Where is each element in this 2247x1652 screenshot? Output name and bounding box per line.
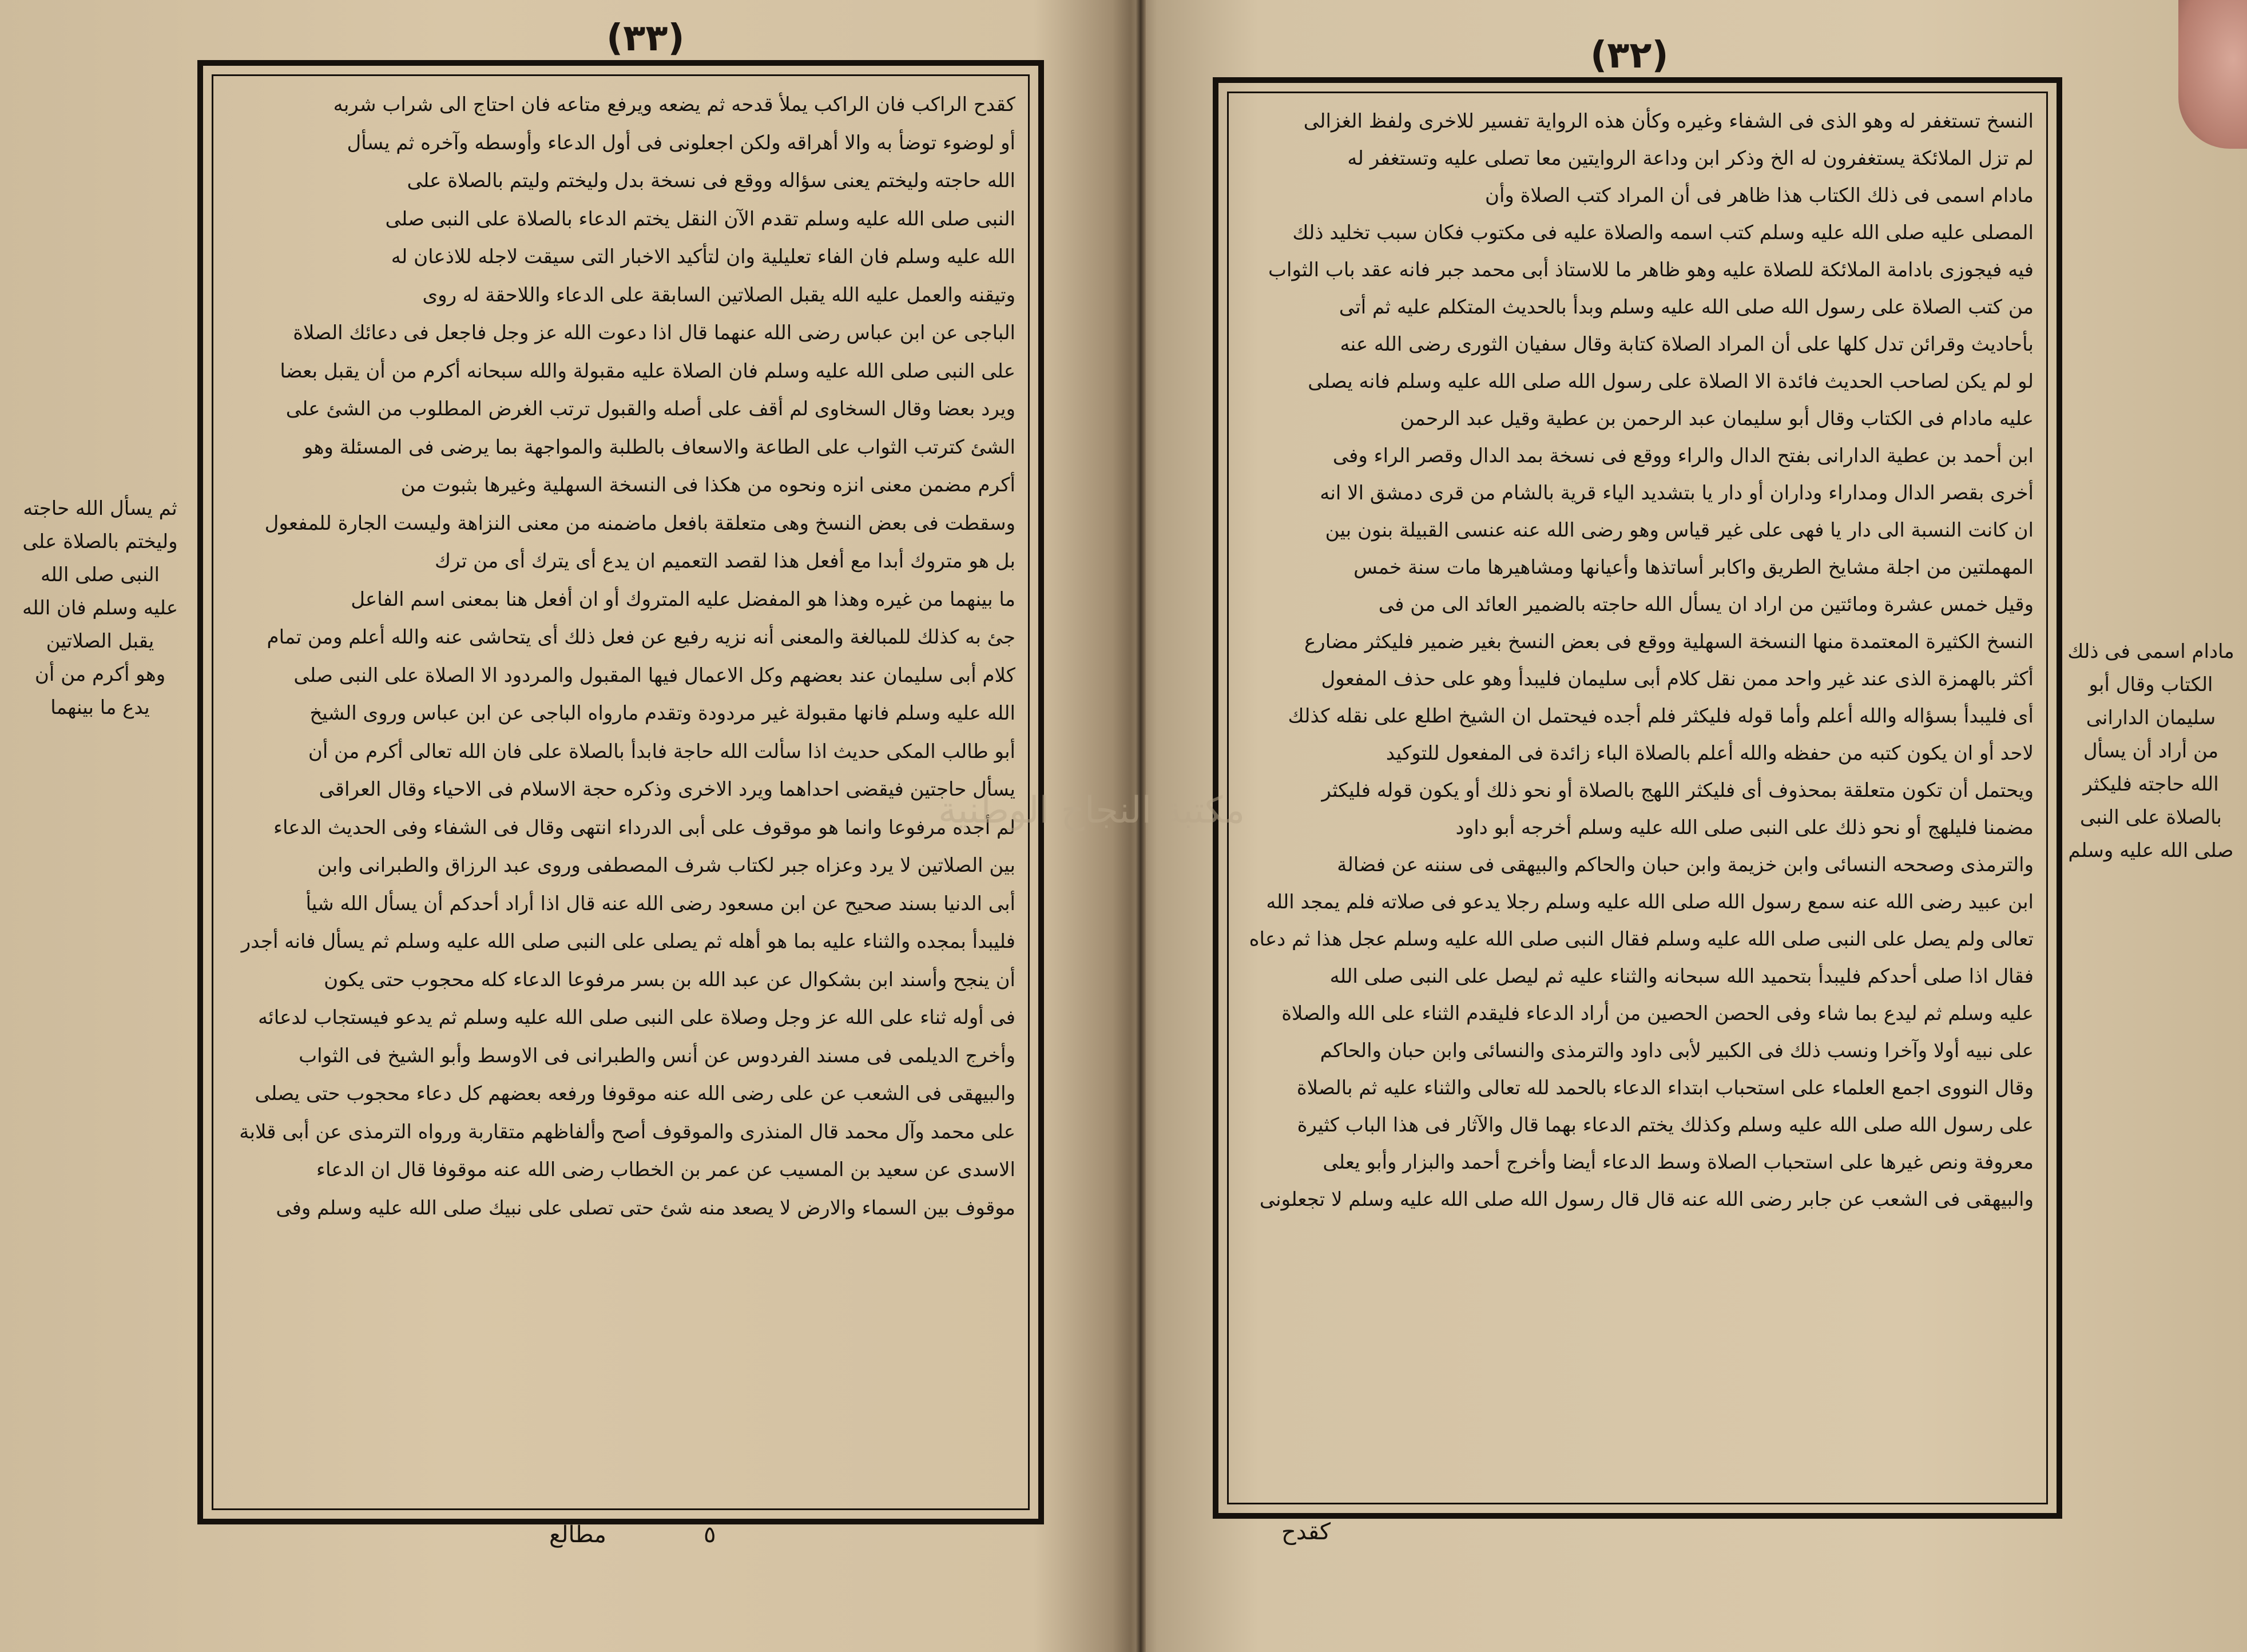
- text-line: على نبيه أولا وآخرا ونسب ذلك فى الكبير لأبى داود والترمذى والنسائى وابن حبان والحاكم: [1320, 1039, 2034, 1062]
- text-line: لم أجده مرفوعا وانما هو موقوف على أبى الدرداء انتهى وقال فى الشفاء وفى الحديث الدعاء: [273, 816, 1015, 839]
- text-line: أخرى بقصر الدال ومداراء وداران أو دار يا بتشديد الياء قرية بالشام من قرى دمشق الا انه: [1320, 482, 2034, 505]
- text-line: الباجى عن ابن عباس رضى الله عنهما قال اذا دعوت الله عز وجل فاجعل فى دعائك الصلاة: [293, 321, 1015, 344]
- text-line: المهملتين من اجلة مشايخ الطريق واكابر أساتذها وأعيانها ومشاهيرها مات سنة خمس: [1353, 556, 2034, 579]
- margin-note-line: من أراد أن يسأل: [2083, 740, 2219, 763]
- text-line: أبو طالب المكى حديث اذا سألت الله حاجة فابدأ بالصلاة على فان الله تعالى أكرم من أن: [308, 740, 1015, 763]
- text-line: فقال اذا صلى أحدكم فليبدأ بتحميد الله سبحانه والثناء عليه ثم ليصل على النبى صلى الله: [1329, 965, 2034, 988]
- text-line: مادام اسمى فى ذلك الكتاب هذا ظاهر فى أن المراد كتب الصلاة وأن: [1485, 184, 2034, 207]
- thumb: [2178, 0, 2247, 149]
- margin-note-line: يقبل الصلاتين: [46, 630, 154, 653]
- text-line: موقوف بين السماء والارض لا يصعد منه شئ حتى تصلى على نبيك صلى الله عليه وسلم وفى: [276, 1196, 1015, 1220]
- text-line: فى أوله ثناء على الله عز وجل وصلاة على النبى صلى الله عليه وسلم ثم يدعو فيستجاب لدعائه: [258, 1006, 1015, 1029]
- text-line: تعالى ولم يصل على النبى صلى الله عليه وسلم فقال النبى صلى الله عليه وسلم عجل هذا ثم دعاه: [1249, 928, 2034, 951]
- text-line: جئ به كذلك للمبالغة والمعنى أنه نزيه رفيع عن فعل ذلك أى يتحاشى عنه والله أعلم ومن تمام: [267, 626, 1015, 649]
- text-line: الاسدى عن سعيد بن المسيب عن عمر بن الخطاب رضى الله عنه موقوفا قال ان الدعاء: [316, 1158, 1015, 1181]
- left-page-number: (٣٣): [606, 17, 685, 59]
- text-line: على محمد وآل محمد قال المنذرى والموقوف أصح وألفاظهم متقاربة ورواه الترمذى عن أبى قلابة: [239, 1120, 1015, 1143]
- text-line: عليه مادام فى الكتاب وقال أبو سليمان عبد الرحمن بن عطية وقيل عبد الرحمن: [1400, 407, 2034, 430]
- left-margin-note: [14, 492, 186, 724]
- margin-note-line: سليمان الدارانى: [2086, 706, 2216, 729]
- margin-note-line: وليختم بالصلاة على: [22, 530, 178, 553]
- text-line: عليه وسلم ثم ليدع بما شاء وفى الحصن الحصين من أراد الدعاء فليقدم الثناء على الله والصلاة: [1281, 1002, 2034, 1025]
- text-line: ابن عبيد رضى الله عنه سمع رسول الله صلى الله عليه وسلم رجلا يدعو فى صلاته فلم يمجد الله: [1266, 891, 2034, 914]
- text-line: ويحتمل أن تكون متعلقة بمحذوف أى فليكثر اللهج بالصلاة أو نحو ذلك أو يكون قوله فليكثر: [1321, 779, 2034, 802]
- text-line: أى فليبدأ بسؤاله والله أعلم وأما قوله فليكثر فلم أجده فيحتمل ان الشيخ اطلع على نقله كذلك: [1288, 705, 2034, 728]
- text-line: ان كانت النسبة الى دار يا فهى على غير قياس وهو رضى الله عنه عنسى القبيلة بنون بين: [1325, 519, 2034, 542]
- text-line: والترمذى وصححه النسائى وابن خزيمة وابن حبان والحاكم والبيهقى فى سننه عن فضالة: [1337, 853, 2034, 876]
- text-line: بل هو متروك أبدا مع أفعل هذا لقصد التعميم ان يدع أى يترك أى من ترك: [435, 550, 1015, 573]
- text-line: أكرم مضمن معنى انزه ونحوه من هكذا فى النسخة السهلية وغيرها بثبوت من: [400, 474, 1015, 497]
- text-line: أبى الدنيا بسند صحيح عن ابن مسعود رضى الله عنه قال اذا أراد أحدكم أن يسأل الله شيأ: [305, 892, 1015, 915]
- text-line: ما بينهما من غيره وهذا هو المفضل عليه المتروك أو ان أفعل هنا بمعنى اسم الفاعل: [351, 587, 1015, 611]
- library-watermark: مكتبة النجاح الوطنية: [938, 789, 1245, 832]
- text-line: ابن أحمد بن عطية الدارانى بفتح الدال والراء ووقع فى نسخة بمد الدال وقصر الراء وفى: [1332, 444, 2034, 467]
- margin-note-line: يدع ما بينهما: [50, 696, 150, 719]
- margin-note-line: الكتاب وقال أبو: [2089, 673, 2213, 696]
- text-line: والبيهقى فى الشعب عن جابر رضى الله عنه قال قال رسول الله صلى الله عليه وسلم لا تجعلونى: [1259, 1188, 2034, 1211]
- margin-note-line: الله حاجته فليكثر: [2083, 773, 2219, 796]
- text-line: أكثر بالهمزة الذى عند غير واحد ممن نقل كلام أبى سليمان فليبدأ وهو على حذف المفعول: [1321, 668, 2034, 690]
- text-line: أن ينجح وأسند ابن بشكوال عن عبد الله بن بسر مرفوعا الدعاء كله محجوب حتى يكون: [324, 968, 1015, 991]
- left-page-text: [226, 86, 1015, 1227]
- text-line: كقدح الراكب فان الراكب يملأ قدحه ثم يضعه ويرفع متاعه فان احتاج الى شراب شربه: [333, 93, 1015, 116]
- text-line: النسخ الكثيرة المعتمدة منها النسخة السهلية ووقع فى بعض النسخ بغير ضمير فليكثر مضارع: [1304, 630, 2034, 653]
- right-page-number: (٣٢): [1590, 34, 1669, 77]
- text-line: على النبى صلى الله عليه وسلم فان الصلاة عليه مقبولة والله سبحانه أكرم من أن يقبل بعضا: [280, 359, 1015, 383]
- text-line: لو لم يكن لصاحب الحديث فائدة الا الصلاة على رسول الله صلى الله عليه وسلم فانه يصلى: [1308, 370, 2034, 393]
- text-line: وأخرج الديلمى فى مسند الفردوس عن أنس والطبرانى فى الاوسط وأبو الشيخ فى الثواب: [299, 1044, 1015, 1067]
- text-line: وسقطت فى بعض النسخ وهى متعلقة بافعل ماضمنه من معنى النزاهة وليست الجارة للمفعول: [264, 511, 1015, 535]
- text-line: وتيقنه والعمل عليه الله يقبل الصلاتين السابقة على الدعاء واللاحقة له روى: [422, 283, 1015, 307]
- margin-note-line: النبى صلى الله: [40, 563, 160, 586]
- text-line: النبى صلى الله عليه وسلم تقدم الآن النقل يختم الدعاء بالصلاة على النبى صلى: [385, 207, 1015, 231]
- text-line: ويرد بعضا وقال السخاوى لم أقف على أصله والقبول ترتب الغرض المطلوب من الشئ على: [285, 398, 1015, 420]
- text-line: من كتب الصلاة على رسول الله صلى الله عليه وسلم وبدأ بالحديث المتكلم عليه ثم أتى: [1339, 296, 2034, 319]
- left-page-footer-word: مطالع: [549, 1522, 606, 1548]
- text-line: كلام أبى سليمان عند بعضهم وكل الاعمال فيها المقبول والمردود الا الصلاة على النبى صلى: [293, 664, 1015, 687]
- text-line: والبيهقى فى الشعب عن على رضى الله عنه موقوفا ورفعه بعضهم كل دعاء محجوب حتى يصلى: [255, 1082, 1015, 1105]
- text-line: الشئ كترتب الثواب على الطاعة والاسعاف بالطلبة والمواجهة بما يرضى فى المسئلة وهو: [303, 435, 1015, 459]
- right-page-text: [1241, 103, 2034, 1218]
- text-line: المصلى عليه صلى الله عليه وسلم كتب اسمه والصلاة عليه فى مكتوب فكان سبب تخليد ذلك: [1292, 221, 2034, 244]
- text-line: مضمنا فليلهج أو نحو ذلك على النبى صلى الله عليه وسلم أخرجه أبو داود: [1455, 816, 2034, 839]
- text-line: الله عليه وسلم فانها مقبولة غير مردودة وتقدم مارواه الباجى عن ابن عباس وروى الشيخ: [309, 702, 1015, 725]
- text-line: معروفة ونص غيرها على استحباب الصلاة وسط الدعاء أيضا وأخرج أحمد والبزار وأبو يعلى: [1323, 1151, 2034, 1174]
- margin-note-line: بالصلاة على النبى: [2080, 806, 2222, 829]
- margin-note-line: مادام اسمى فى ذلك: [2067, 640, 2234, 663]
- text-line: بين الصلاتين لا يرد وعزاه جبر لكتاب شرف المصطفى وروى عبد الرزاق والطبرانى وابن: [317, 854, 1015, 877]
- margin-note-line: ثم يسأل الله حاجته: [23, 497, 177, 520]
- text-line: وقيل خمس عشرة ومائتين من اراد ان يسأل الله حاجته بالضمير العائد الى من فى: [1378, 593, 2034, 616]
- text-line: لاحد أو ان يكون كتبه من حفظه والله أعلم بالصلاة الباء زائدة فى المفعول للتوكيد: [1385, 742, 2034, 765]
- margin-note-line: وهو أكرم من أن: [34, 663, 166, 686]
- text-line: وقال النووى اجمع العلماء على استحباب ابتداء الدعاء بالحمد لله تعالى والثناء عليه ثم بالصلاة: [1296, 1077, 2034, 1099]
- text-line: لم تزل الملائكة يستغفرون له الخ وذكر ابن وداعة الروايتين معا تصلى عليه وتستغفر له: [1347, 147, 2034, 170]
- text-line: فليبدأ بمجده والثناء عليه بما هو أهله ثم يصلى على النبى صلى الله عليه وسلم ثم يسأل فانه أجدر: [241, 930, 1015, 953]
- text-line: بأحاديث وقرائن تدل كلها على أن المراد الصلاة كتابة وقال سفيان الثورى رضى الله عنه: [1340, 333, 2034, 356]
- text-line: فيه فيجوزى بادامة الملائكة للصلاة عليه وهو ظاهر ما للاستاذ أبى محمد جبر فانه عقد باب الثواب: [1268, 259, 2034, 281]
- margin-note-line: صلى الله عليه وسلم: [2068, 839, 2234, 862]
- text-line: النسخ تستغفر له وهو الذى فى الشفاء وغيره وكأن هذه الرواية تفسير للاخرى ولفظ الغزالى: [1303, 110, 2034, 133]
- text-line: أو لوضوء توضأ به والا أهراقه ولكن اجعلونى فى أول الدعاء وأوسطه وآخره ثم يسأل: [347, 131, 1015, 154]
- left-page-footer-number: ٥: [704, 1522, 716, 1548]
- right-page-footer-word: كقدح: [1281, 1519, 1331, 1545]
- text-line: الله عليه وسلم فان الفاء تعليلية وان لتأكيد الاخبار التى سيقت لاجله للاذعان له: [391, 245, 1015, 268]
- text-line: على رسول الله صلى الله عليه وسلم وكذلك يختم الدعاء بهما قال والآثار فى هذا الباب كثيرة: [1297, 1114, 2034, 1137]
- margin-note-line: عليه وسلم فان الله: [22, 597, 178, 620]
- right-margin-note: [2059, 635, 2242, 867]
- text-line: يسأل حاجتين فيقضى احداهما ويرد الاخرى وذكره حجة الاسلام فى الاحياء وقال العراقى: [319, 778, 1015, 801]
- text-line: الله حاجته وليختم يعنى سؤاله ووقع فى نسخة بدل وليختم وليتم بالصلاة على: [407, 169, 1015, 192]
